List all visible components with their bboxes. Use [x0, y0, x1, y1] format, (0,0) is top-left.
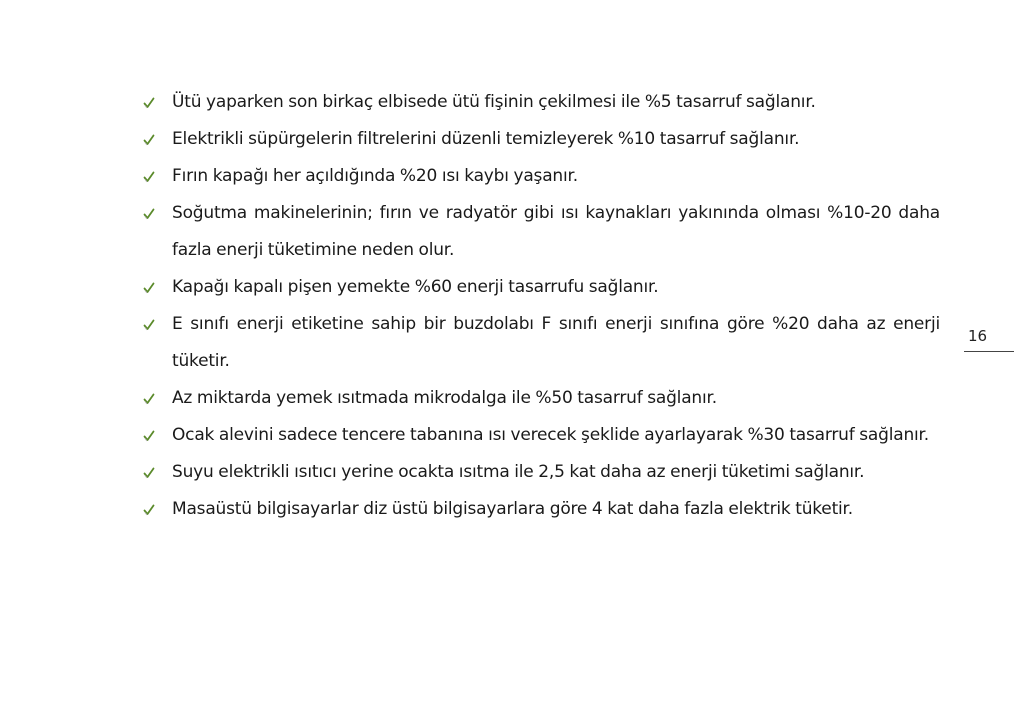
- tip-text: Soğutma makinelerinin; fırın ve radyatör gibi ısı kaynakları yakınında olması %10-20 daha fazla enerji tüketimine neden olur.: [172, 203, 940, 260]
- check-icon: [142, 429, 156, 443]
- check-icon: [142, 133, 156, 147]
- check-icon: [142, 466, 156, 480]
- check-icon: [142, 318, 156, 332]
- check-icon: [142, 96, 156, 110]
- tip-text: Kapağı kapalı pişen yemekte %60 enerji tasarrufu sağlanır.: [172, 277, 659, 297]
- check-icon: [142, 503, 156, 517]
- check-icon: [142, 281, 156, 295]
- tip-text: E sınıfı enerji etiketine sahip bir buzdolabı F sınıfı enerji sınıfına göre %20 daha az enerji tüketir.: [172, 314, 940, 371]
- tip-text: Fırın kapağı her açıldığında %20 ısı kaybı yaşanır.: [172, 166, 578, 186]
- check-icon: [142, 207, 156, 221]
- list-item: [142, 491, 940, 528]
- tip-text: Masaüstü bilgisayarlar diz üstü bilgisayarlara göre 4 kat daha fazla elektrik tüketir.: [172, 499, 853, 519]
- page-number: [964, 327, 1014, 352]
- tip-text: Suyu elektrikli ısıtıcı yerine ocakta ısıtma ile 2,5 kat daha az enerji tüketimi sağlanır.: [172, 462, 865, 482]
- list-item: [142, 158, 940, 195]
- tip-text: Elektrikli süpürgelerin filtrelerini düzenli temizleyerek %10 tasarruf sağlanır.: [172, 129, 800, 149]
- list-item: [142, 195, 940, 269]
- page-number-label: 16: [968, 327, 988, 345]
- tip-text: Ütü yaparken son birkaç elbisede ütü fişinin çekilmesi ile %5 tasarruf sağlanır.: [172, 92, 816, 112]
- list-item: [142, 306, 940, 380]
- list-item: [142, 380, 940, 417]
- list-item: [142, 417, 940, 454]
- page-number-divider: [964, 351, 1014, 352]
- list-item: [142, 121, 940, 158]
- tip-text: Ocak alevini sadece tencere tabanına ısı verecek şeklide ayarlayarak %30 tasarruf sağlanır.: [172, 425, 929, 445]
- list-item: [142, 454, 940, 491]
- energy-saving-tips-list: [142, 84, 940, 528]
- check-icon: [142, 392, 156, 406]
- list-item: [142, 84, 940, 121]
- check-icon: [142, 170, 156, 184]
- list-item: [142, 269, 940, 306]
- tip-text: Az miktarda yemek ısıtmada mikrodalga ile %50 tasarruf sağlanır.: [172, 388, 717, 408]
